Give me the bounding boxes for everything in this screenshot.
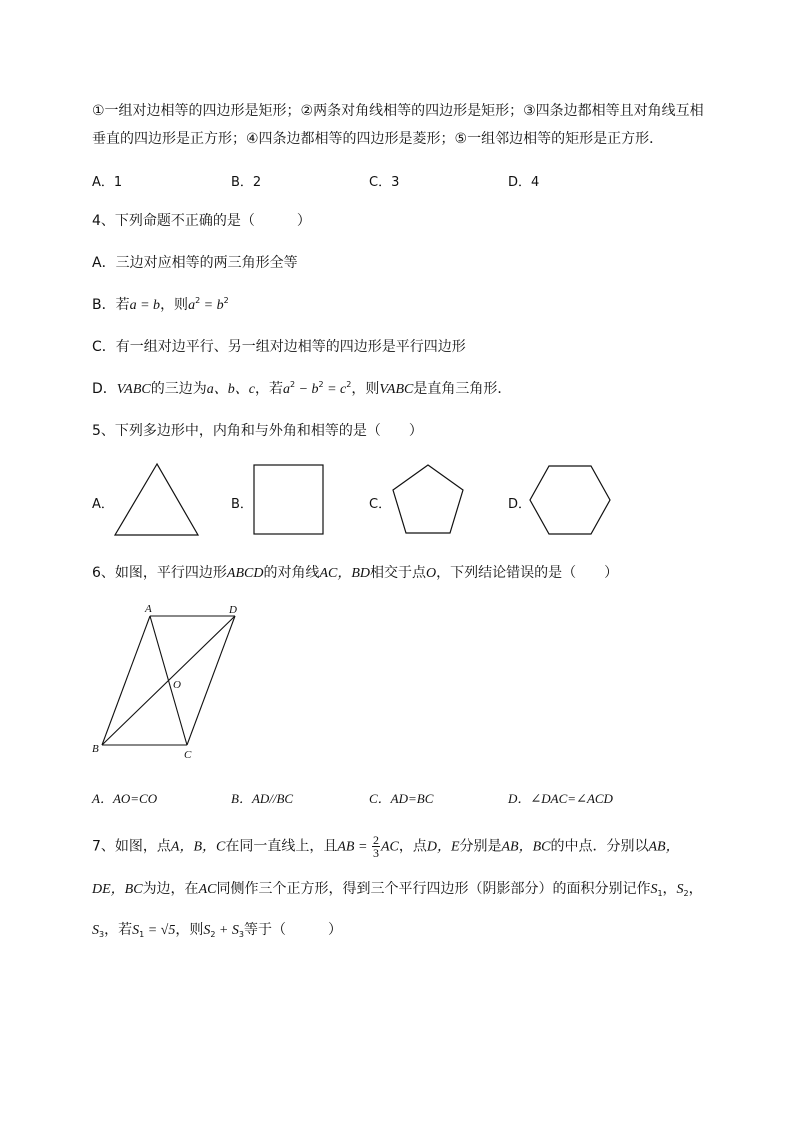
q6-option-b: B．AD//BC	[231, 791, 294, 806]
pentagon-icon	[389, 462, 467, 536]
statement-line-2: 垂直的四边形是正方形；④四条边都相等的四边形是菱形；⑤一组邻边相等的矩形是正方形．	[92, 131, 664, 147]
label-o: O	[173, 679, 181, 691]
diagonal-bd	[102, 616, 235, 745]
q4-stem: 4、下列命题不正确的是（ ）	[92, 213, 311, 229]
q7-line-3: $S_3$，若$S_1 = √5$，则$S_2 + S_3$等于（ ）	[92, 922, 342, 939]
q3-option-d: D．4	[508, 175, 540, 190]
q3-option-b: B．2	[231, 175, 262, 190]
q5-option-c-label: C．	[369, 497, 392, 512]
q4-option-c: C．有一组对边平行、另一组对边相等的四边形是平行四边形	[92, 339, 466, 355]
label-a: A	[145, 603, 152, 615]
statement-line-1: ①一组对边相等的四边形是矩形；②两条对角线相等的四边形是矩形；③四条边都相等且对角线互相	[92, 103, 704, 119]
q5-stem: 5、下列多边形中，内角和与外角和相等的是（ ）	[92, 423, 423, 439]
square-icon	[252, 463, 326, 537]
q5-option-d-label: D．	[508, 497, 532, 512]
q7-line-2: DE，BC为边，在AC同侧作三个正方形，得到三个平行四边形（阴影部分）的面积分别记作$S_1$，$S_2$，	[92, 881, 703, 898]
q5-option-b-label: B．	[231, 497, 253, 512]
hexagon-icon	[528, 464, 612, 536]
q7-line-1: 7、如图，点A，B，C在同一直线上，且AB = $\frac{2}{3}$ AC，点D，E分别是AB，BC的中点．分别以AB，	[92, 833, 680, 860]
parallelogram-figure	[88, 600, 248, 765]
side-ab	[102, 616, 150, 745]
q6-stem: 6、如图，平行四边形ABCD的对角线AC，BD相交于点O，下列结论错误的是（ ）	[92, 565, 619, 581]
q6-option-a: A．AO=CO	[92, 791, 158, 806]
side-dc	[187, 616, 235, 745]
fraction-two-thirds: $\frac{2}{3}$	[372, 833, 379, 860]
q4-option-a: A．三边对应相等的两三角形全等	[92, 255, 298, 271]
q3-option-a: A．1	[92, 175, 123, 190]
label-c: C	[184, 749, 192, 761]
q6-option-d: D．∠DAC=∠ACD	[508, 791, 613, 806]
triangle-icon	[112, 461, 202, 539]
q6-option-c: C．AD=BC	[369, 791, 434, 806]
q5-option-a-label: A．	[92, 497, 114, 512]
q4-option-d: D．VABC的三边为a、b、c，若$a^2 - b^2 = c^2$，则VABC是直角三角形．	[92, 380, 512, 397]
label-d: D	[229, 604, 237, 616]
q4-option-b: B．若a = b，则$a^2 = b^2$	[92, 296, 229, 313]
label-b: B	[92, 743, 99, 755]
q3-option-c: C．3	[369, 175, 400, 190]
